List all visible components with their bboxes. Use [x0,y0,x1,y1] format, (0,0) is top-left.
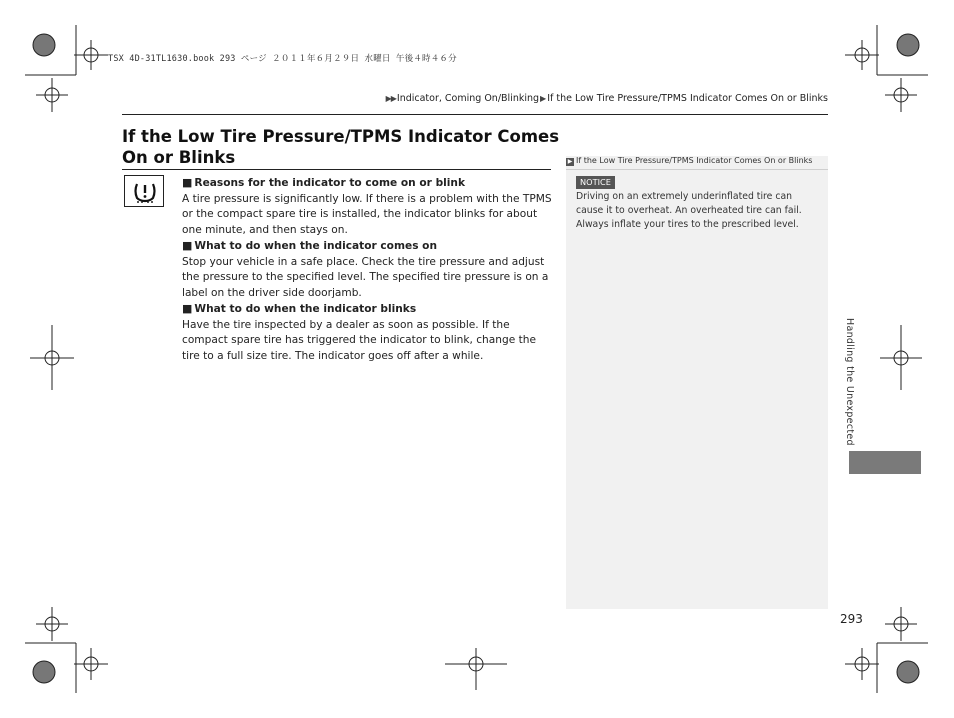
side-panel-header: ▶ If the Low Tire Pressure/TPMS Indicator Comes On or Blinks [566,156,828,170]
tpms-warning-icon [124,175,164,207]
breadcrumb [386,93,828,104]
header-rule [122,114,828,115]
double-arrow-icon: ▶▶ [385,94,396,103]
body-content [182,175,554,364]
reference-arrow-icon: ▶ [567,158,573,165]
section-text: A tire pressure is significantly low. If there is a problem with the TPMS or the compact spare tire is installed, the indicator blinks for about one minute, and then stays on. [182,192,552,236]
breadcrumb-parent[interactable]: Indicator, Coming On/Blinking [396,93,540,104]
print-header: TSX 4D-31TL1630.book 293 ページ ２０１１年６月２９日 水曜日 午後４時４６分 [108,54,457,64]
section-heading: ■ Reasons for the indicator to come on or blink [182,176,465,189]
chapter-tab-label: Handling the Unexpected [844,318,855,446]
chapter-tab[interactable] [844,318,864,453]
section-text: Stop your vehicle in a safe place. Check the tire pressure and adjust the pressure to the specified level. The specified tire pressure is on a label on the driver side doorjamb. [182,255,549,299]
notice-badge: NOTICE [576,176,615,189]
chapter-tab-marker [849,451,921,474]
section-text: Have the tire inspected by a dealer as soon as possible. If the compact spare tire has triggered the indicator to blink, change the tire to a full size tire. The indicator goes off after a while. [182,318,536,362]
arrow-icon: ▶ [540,94,547,103]
section-heading: ■ What to do when the indicator blinks [182,302,417,315]
breadcrumb-current: If the Low Tire Pressure/TPMS Indicator Comes On or Blinks [547,93,828,104]
title-rule [122,169,551,170]
section-heading: ■ What to do when the indicator comes on [182,239,438,252]
page-title: If the Low Tire Pressure/TPMS Indicator Comes On or Blinks [122,127,560,167]
page-number: 293 [840,612,863,626]
notice-text: Driving on an extremely underinflated tire can cause it to overheat. An overheated tire can fail. Always inflate your tires to the prescribed level. [576,191,802,230]
